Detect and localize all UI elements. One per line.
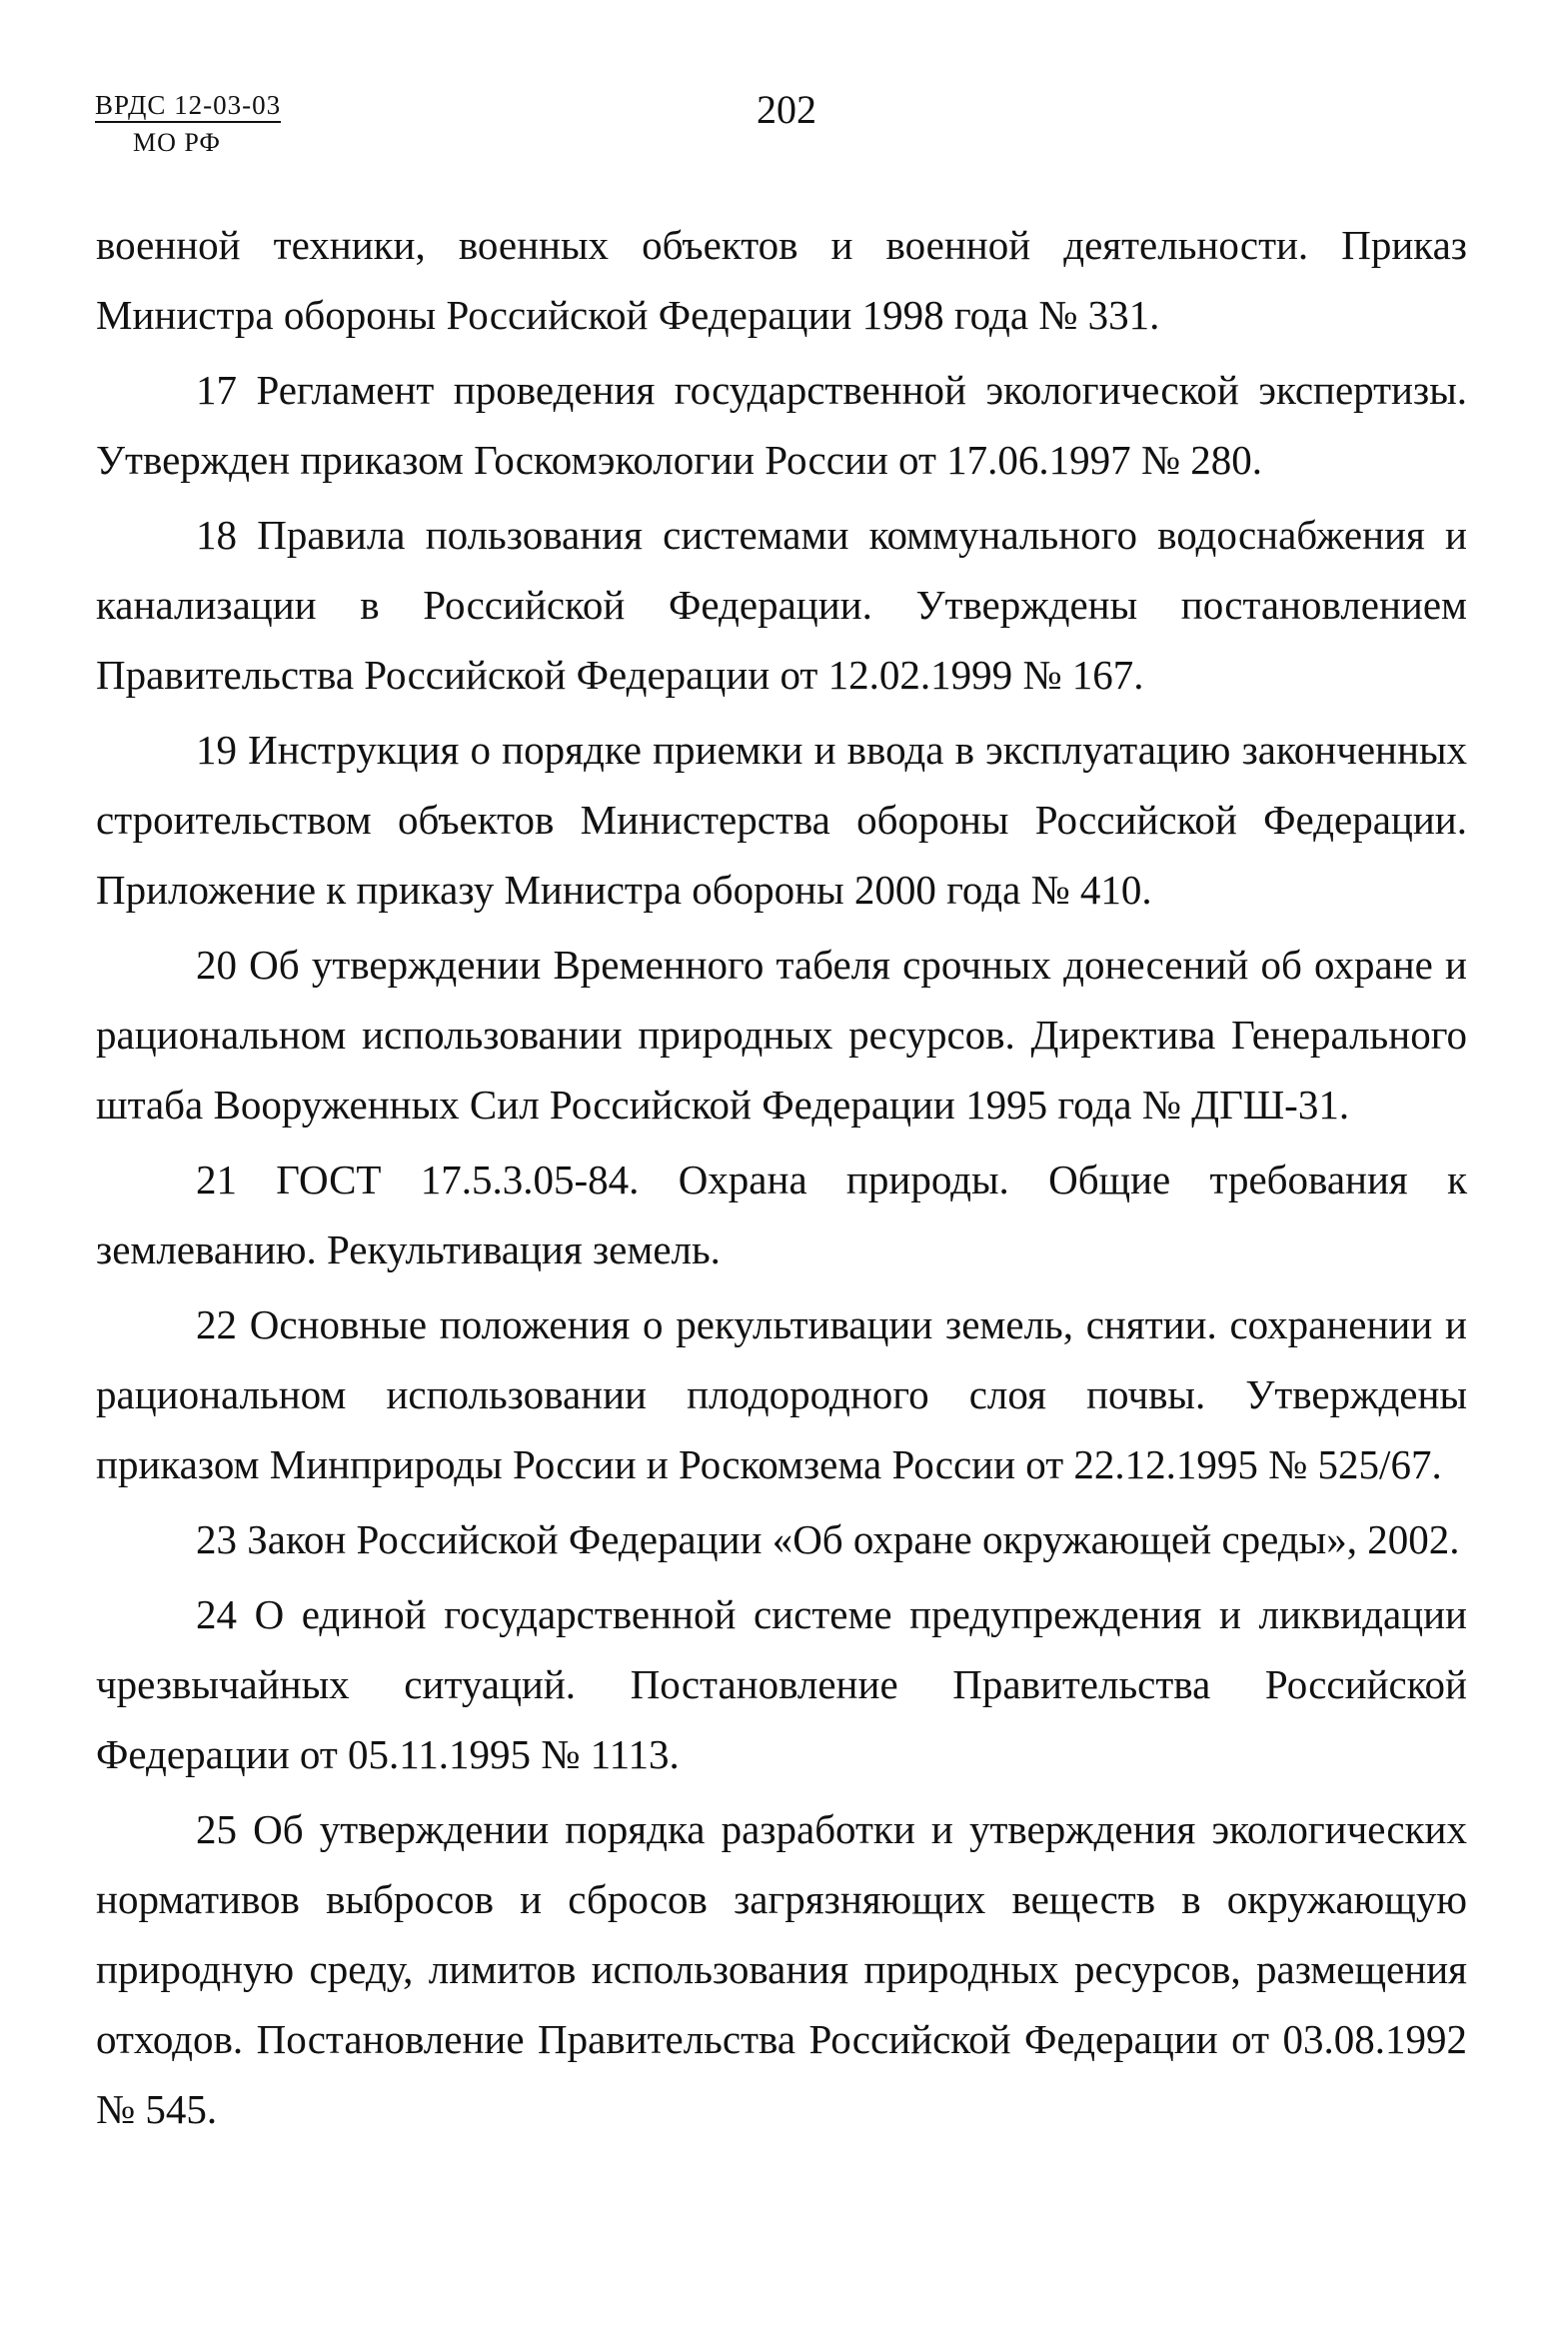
reference-item-21: 21 ГОСТ 17.5.3.05-84. Охрана природы. Общие требования к землеванию. Рекультивация земель. [96,1157,1467,1272]
reference-item-25: 25 Об утверждении порядка разработки и утверждения экологических нормативов выбросов и сбросов загрязняющих веществ в окружающую природную среду, лимитов использования природных ресурсов, размещения отходов. Постановление Правительства Российской Федерации от 03.08.1992 № 545. [96,1806,1467,2132]
reference-item-17: 17 Регламент проведения государственной экологической экспертизы. Утвержден приказом Госкомэкологии России от 17.06.1997 № 280. [96,367,1467,483]
reference-item-18: 18 Правила пользования системами коммунального водоснабжения и канализации в Российской Федерации. Утверждены постановлением Правительства Российской Федерации от 12.02.1999 № 167. [96,512,1467,698]
reference-item-24: 24 О единой государственной системе предупреждения и ликвидации чрезвычайных ситуаций. Постановление Правительства Российской Федерации от 05.11.1995 № 1113. [96,1591,1467,1777]
reference-item-19: 19 Инструкция о порядке приемки и ввода в эксплуатацию законченных строительством объектов Министерства обороны Российской Федерации. Приложение к приказу Министра обороны 2000 года № 410. [96,727,1467,913]
organization-label: МО РФ [133,128,221,157]
reference-item-23: 23 Закон Российской Федерации «Об охране окружающей среды», 2002. [196,1516,1460,1562]
document-body [96,210,1467,2149]
document-code-text: ВРДС 12-03-03 [95,90,281,123]
document-code [95,92,281,119]
paragraph-continuation: военной техники, военных объектов и военной деятельности. Приказ Министра обороны Российской Федерации 1998 года № 331. [96,222,1467,338]
page-number: 202 [757,87,816,132]
reference-item-22: 22 Основные положения о рекультивации земель, снятии. сохранении и рациональном использовании плодородного слоя почвы. Утверждены приказом Минприроды России и Роскомзема России от 22.12.1995 № 525/67. [96,1301,1467,1487]
reference-item-20: 20 Об утверждении Временного табеля срочных донесений об охране и рациональном использовании природных ресурсов. Директива Генерального штаба Вооруженных Сил Российской Федерации 1995 года № ДГШ-31. [96,942,1467,1128]
